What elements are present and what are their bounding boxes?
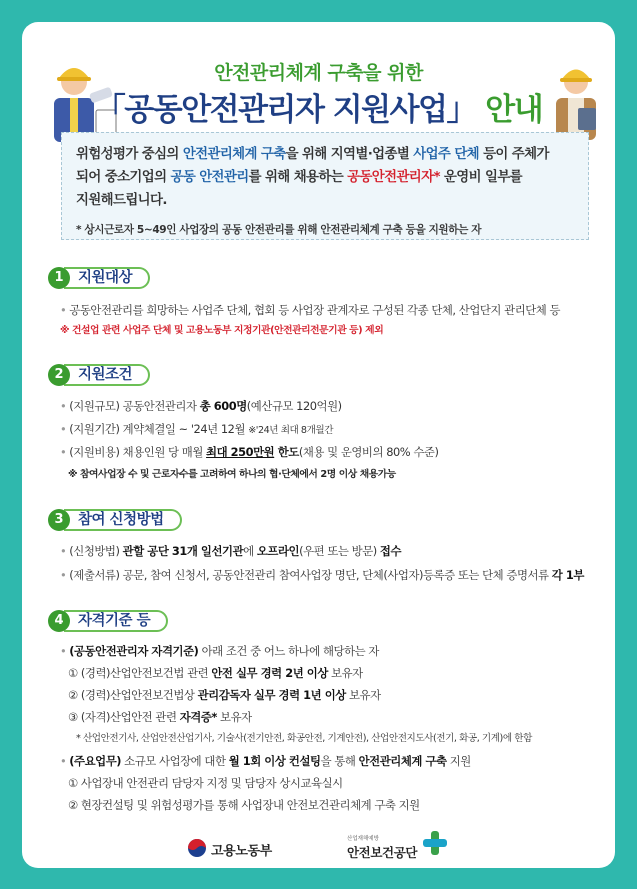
s2-note: ※ 참여사업장 수 및 근로자수를 고려하여 하나의 협·단체에서 2명 이상 채용가능	[68, 469, 396, 480]
section-title: 자격기준 등	[64, 610, 168, 632]
kosha-logo-text: 안전보건공단	[347, 845, 418, 860]
kosha-logo-small: 산업재해예방	[347, 836, 379, 842]
header-subtitle: 안전관리체계 구축을 위한	[214, 62, 423, 84]
kosha-cross-icon	[422, 830, 448, 856]
intro-line-1: 위험성평가 중심의 안전관리체계 구축을 위해 지역별·업종별 사업주 단체 등이 주체가	[76, 147, 549, 162]
s4-item-2: ② (경력)산업안전보건법상 관리감독자 실무 경력 1년 이상 보유자	[68, 688, 381, 702]
section-number: 3	[48, 509, 70, 531]
intro-box	[61, 132, 589, 240]
intro-line-3: 지원해드립니다.	[76, 193, 167, 208]
s4-item-1: ① (경력)산업안전보건법 관련 안전 실무 경력 2년 이상 보유자	[68, 666, 363, 680]
section-title: 지원조건	[64, 364, 150, 386]
s4-item-3-note: * 산업안전기사, 산업안전산업기사, 기술사(전기안전, 화공안전, 기계안전), 산업안전지도사(전기, 화공, 기계)에 한함	[76, 733, 532, 744]
s4-duty-1: ① 사업장내 안전관리 담당자 지정 및 담당자 상시교육실시	[68, 776, 343, 790]
moel-emblem-icon	[187, 838, 207, 858]
section-title: 참여 신청방법	[64, 509, 182, 531]
s4-item-3: ③ (자격)산업안전 관련 자격증* 보유자	[68, 710, 252, 724]
kosha-logo	[347, 834, 417, 861]
section-number: 4	[48, 610, 70, 632]
s1-line-1: • 공동안전관리를 희망하는 사업주 단체, 협회 등 사업장 관계자로 구성된 각종 단체, 산업단지 관리단체 등	[60, 303, 561, 317]
s3-line-1: • (신청방법) 관할 공단 31개 일선기관에 오프라인(우편 또는 방문) 접수	[60, 544, 402, 558]
moel-logo-text: 고용노동부	[211, 844, 272, 859]
intro-line-2: 되어 중소기업의 공동 안전관리를 위해 채용하는 공동안전관리자* 운영비 일부를	[76, 170, 522, 185]
section-number: 1	[48, 267, 70, 289]
s3-line-2: • (제출서류) 공문, 참여 신청서, 공동안전관리 참여사업장 명단, 단체(사업자)등록증 또는 단체 증명서류 각 1부	[60, 568, 584, 582]
notice-card	[22, 22, 615, 868]
s2-line-2: • (지원기간) 계약체결일 ~ '24년 12월 ※'24년 최대 8개월간	[60, 422, 334, 436]
s4-duty-2: ② 현장컨설팅 및 위험성평가를 통해 사업장내 안전보건관리체계 구축 지원	[68, 798, 420, 812]
section-number: 2	[48, 364, 70, 386]
s2-line-1: • (지원규모) 공동안전관리자 총 600명(예산규모 120억원)	[60, 399, 342, 413]
intro-note: * 상시근로자 5~49인 사업장의 공동 안전관리를 위해 안전관리체계 구축 등을 지원하는 자	[76, 224, 482, 236]
s4-line-1: • (공동안전관리자 자격기준) 아래 조건 중 어느 하나에 해당하는 자	[60, 644, 379, 658]
s4-line-2: • (주요업무) 소규모 사업장에 대한 월 1회 이상 컨설팅을 통해 안전관리체계 구축 지원	[60, 754, 471, 768]
s1-note: ※ 건설업 관련 사업주 단체 및 고용노동부 지정기관(안전관리전문기관 등) 제외	[60, 325, 384, 336]
section-title: 지원대상	[64, 267, 150, 289]
s2-line-3: • (지원비용) 채용인원 당 매월 최대 250만원 한도(채용 및 운영비의 80% 수준)	[60, 445, 439, 459]
page-title: 「공동안전관리자 지원사업」 안내	[94, 92, 543, 128]
